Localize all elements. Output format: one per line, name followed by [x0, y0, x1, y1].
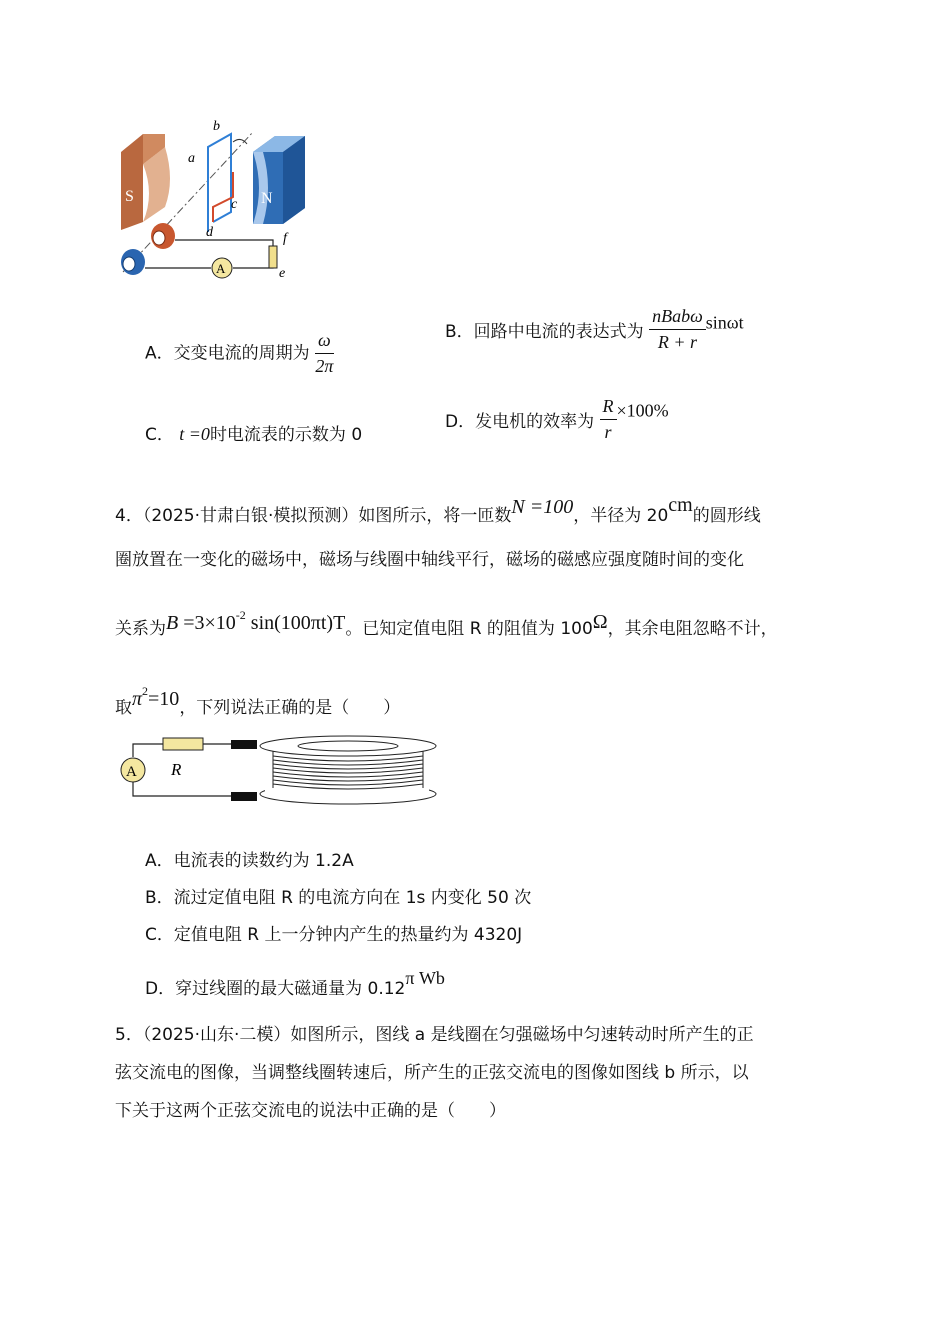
- q5-line2: 弦交流电的图像，当调整线圈转速后，所产生的正弦交流电的图像如图线 b 所示，以: [115, 1063, 749, 1083]
- terminal-top: [231, 740, 257, 749]
- resistor-ef: [269, 246, 277, 268]
- resistor-r: [163, 738, 203, 750]
- label-f: f: [283, 231, 287, 246]
- label-d: d: [206, 225, 213, 240]
- label-c: c: [231, 197, 238, 212]
- generator-figure: [113, 112, 309, 284]
- label-a: a: [188, 151, 195, 166]
- q5-line1: 5．（2025·山东·二模）如图所示，图线 a 是线圈在匀强磁场中匀速转动时所产生的正: [115, 1025, 754, 1045]
- resistor-label: R: [171, 760, 182, 779]
- ammeter-2-label: A: [126, 764, 137, 780]
- terminal-bottom: [231, 792, 257, 801]
- q4-option-a: A．电流表的读数约为 1.2A: [145, 851, 354, 871]
- label-b: b: [213, 119, 220, 134]
- q4-line3: 关系为$B =3\times 10^{-2}$ sin(100πt)T。已知定值电阻 R 的阻值为 100Ω，其余电阻忽略不计，: [115, 608, 778, 639]
- q3-option-b: B．回路中电流的表达式为 $\frac{\text{nBabω}}{R + r}$ sinωt: [445, 306, 744, 352]
- fraction-omega-2pi: $\frac{\omega}{2\pi}$: [315, 330, 334, 376]
- q4-option-b: B．流过定值电阻 R 的电流方向在 1s 内变化 50 次: [145, 888, 532, 908]
- q5-line3: 下关于这两个正弦交流电的说法中正确的是（ ）: [115, 1101, 506, 1121]
- q4-option-c: C．定值电阻 R 上一分钟内产生的热量约为 4320J: [145, 925, 523, 945]
- q4-line1: 4．（2025·甘肃白银·模拟预测）如图所示，将一匝数N =100，半径为 20cm的圆形线: [115, 494, 761, 526]
- fraction-current: $\frac{\text{nBabω}}{R + r}$: [649, 306, 706, 353]
- n-label: N: [261, 190, 273, 207]
- q3-option-c: C． t =0时电流表的示数为 0: [145, 424, 363, 445]
- label-e: e: [279, 266, 286, 281]
- q3-option-d: D．发电机的效率为 $\frac{R}{r}$ ×100%: [445, 396, 669, 442]
- fraction-efficiency: $\frac{R}{r}$: [600, 396, 617, 443]
- q4-line2: 圈放置在一变化的磁场中，磁场与线圈中轴线平行，磁场的磁感应强度随时间的变化: [115, 550, 744, 570]
- q4-line4: 取$\pi^2=10$，下列说法正确的是（ ）: [115, 684, 401, 718]
- q4-option-d: D．穿过线圈的最大磁通量为 0.12π Wb: [145, 968, 445, 999]
- coil-circuit-figure: [113, 732, 443, 810]
- q3-option-a: A．交变电流的周期为 $\frac{\omega}{2\pi}$: [145, 330, 334, 376]
- ammeter-label: A: [216, 261, 226, 276]
- s-label: S: [125, 188, 134, 205]
